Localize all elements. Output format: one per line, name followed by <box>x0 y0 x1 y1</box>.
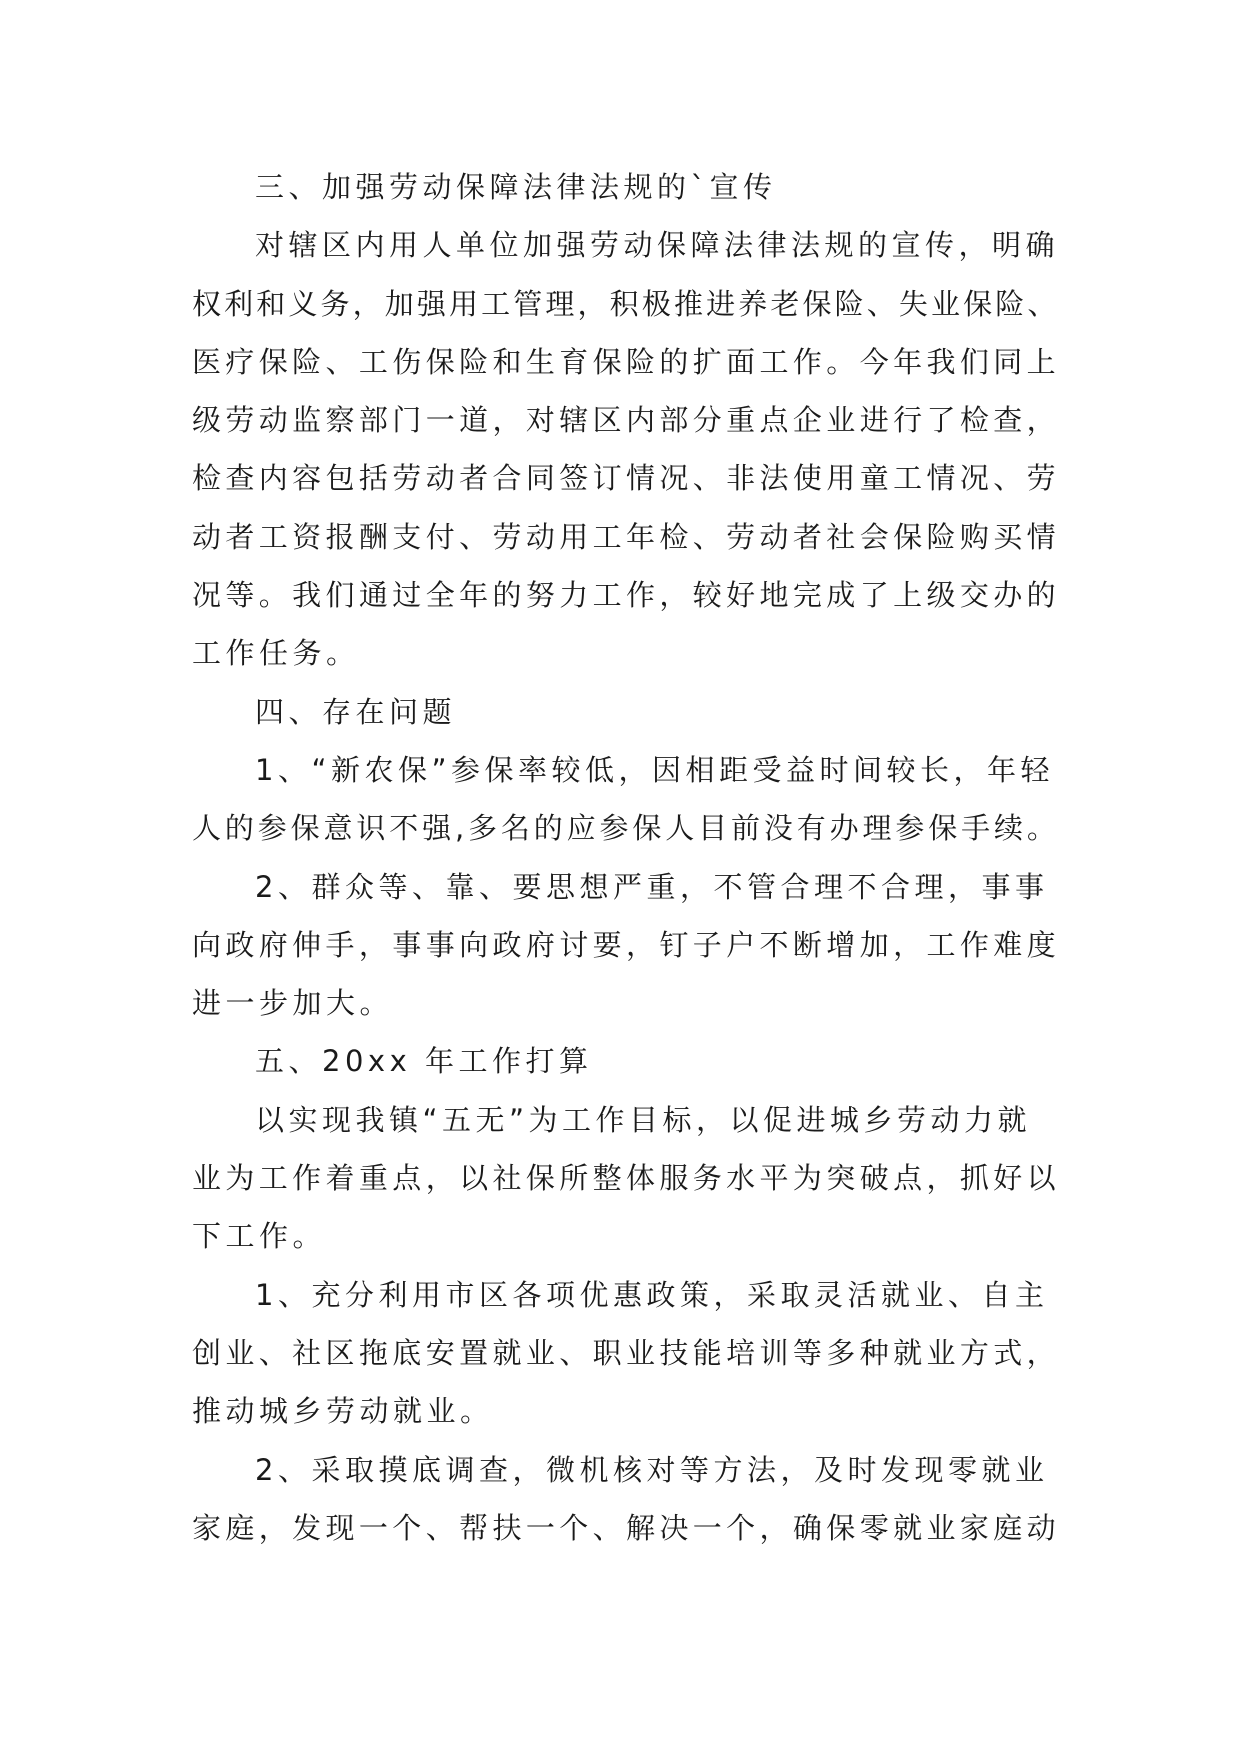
text-line: 家庭，发现一个、帮扶一个、解决一个，确保零就业家庭动 <box>192 1510 1061 1545</box>
text-line: 动者工资报酬支付、劳动用工年检、劳动者社会保险购买情 <box>192 519 1061 554</box>
body-paragraph <box>192 216 1060 682</box>
text-line: 1、“新农保”参保率较低，因相距受益时间较长，年轻 <box>255 752 1054 787</box>
text-line: 以实现我镇“五无”为工作目标，以促进城乡劳动力就 <box>255 1102 1032 1137</box>
text-line: 下工作。 <box>192 1219 327 1254</box>
body-paragraph <box>192 1441 1060 1558</box>
text-line: 业为工作着重点，以社保所整体服务水平为突破点，抓好以 <box>192 1161 1061 1196</box>
text-line: 级劳动监察部门一道，对辖区内部分重点企业进行了检查， <box>192 403 1061 438</box>
text-line: 五、20xx 年工作打算 <box>255 1044 593 1079</box>
text-line: 人的参保意识不强,多名的应参保人目前没有办理参保手续。 <box>192 811 1060 846</box>
text-line: 况等。我们通过全年的努力工作，较好地完成了上级交办的 <box>192 578 1061 613</box>
body-paragraph <box>192 1266 1060 1441</box>
text-line: 向政府伸手，事事向政府讨要，钉子户不断增加，工作难度 <box>192 927 1061 962</box>
section-heading <box>192 683 1060 741</box>
text-line: 1、充分利用市区各项优惠政策，采取灵活就业、自主 <box>255 1277 1049 1312</box>
text-line: 2、采取摸底调查，微机核对等方法，及时发现零就业 <box>255 1452 1049 1487</box>
section-heading <box>192 158 1060 216</box>
text-line: 四、存在问题 <box>255 694 457 729</box>
text-line: 创业、社区拖底安置就业、职业技能培训等多种就业方式， <box>192 1335 1061 1370</box>
body-paragraph <box>192 858 1060 1033</box>
text-line: 三、加强劳动保障法律法规的`宣传 <box>255 170 777 204</box>
section-heading <box>192 1032 1060 1090</box>
body-paragraph <box>192 741 1060 858</box>
text-line: 工作任务。 <box>192 636 360 671</box>
text-line: 权利和义务，加强用工管理，积极推进养老保险、失业保险、 <box>192 286 1060 321</box>
text-line: 对辖区内用人单位加强劳动保障法律法规的宣传，明确 <box>255 228 1060 263</box>
body-paragraph <box>192 1091 1060 1266</box>
document-body <box>192 158 1060 1557</box>
text-line: 进一步加大。 <box>192 986 394 1021</box>
text-line: 2、群众等、靠、要思想严重，不管合理不合理，事事 <box>255 869 1049 904</box>
text-line: 推动城乡劳动就业。 <box>192 1394 494 1429</box>
text-line: 医疗保险、工伤保险和生育保险的扩面工作。今年我们同上 <box>192 344 1061 379</box>
text-line: 检查内容包括劳动者合同签订情况、非法使用童工情况、劳 <box>192 461 1061 496</box>
